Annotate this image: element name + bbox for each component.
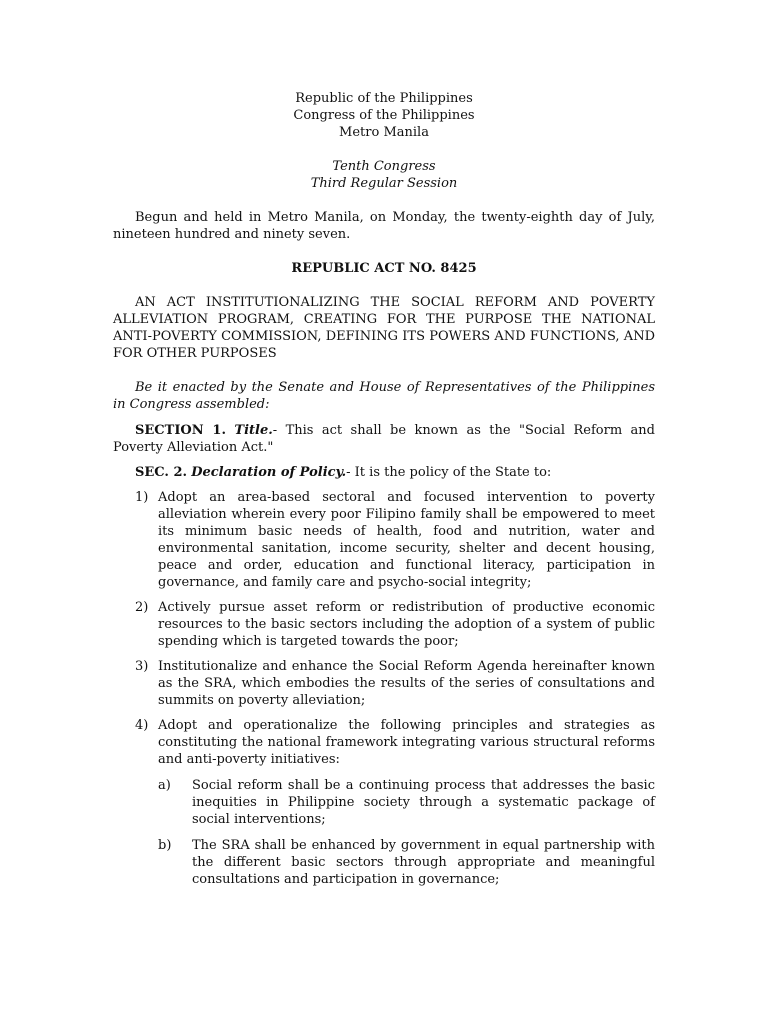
list-item-text: Adopt an area-based sectoral and focused intervention to poverty alleviation wherein every poor Filipino family shall be empowered to meet its minimum basic needs of health, food and nutrition, water and environmental sanitation, income security, shelter and decent housing, peace and order, education and functional literacy, participation in governance, and family care and psycho-social integrity;: [158, 490, 655, 590]
section-2-heading: Declaration of Policy.: [191, 465, 347, 480]
sublist-item: [113, 837, 655, 888]
section-2: [113, 464, 655, 481]
enacting-clause: Be it enacted by the Senate and House of Representatives of the Philippines in Congress assembled:: [113, 380, 655, 412]
act-description: AN ACT INSTITUTIONALIZING THE SOCIAL REFORM AND POVERTY ALLEVIATION PROGRAM, CREATING FOR THE PURPOSE THE NATIONAL ANTI-POVERTY COMMISSION, DEFINING ITS POWERS AND FUNCTIONS, AND FOR OTHER PURPOSES: [113, 295, 655, 361]
sublist-item-text: Social reform shall be a continuing process that addresses the basic inequities in Philippine society through a systematic package of social interventions;: [192, 778, 655, 827]
section-1: [113, 422, 655, 456]
section-1-text: - This act shall be known as the "Social Reform and Poverty Alleviation Act.": [113, 423, 655, 455]
principles-sublist: [113, 777, 655, 888]
act-title: REPUBLIC ACT NO. 8425: [291, 261, 477, 276]
session-number: Third Regular Session: [310, 176, 458, 191]
sublist-item-text: The SRA shall be enhanced by government in equal partnership with the different basic sectors through appropriate and meaningful consultations and participation in governance;: [192, 838, 655, 887]
list-item-number: 2): [135, 600, 149, 615]
sublist-item-letter: b): [158, 838, 172, 853]
section-2-text: - It is the policy of the State to:: [346, 465, 552, 480]
policy-list: [113, 489, 655, 768]
list-item-number: 1): [135, 490, 149, 505]
list-item-text: Adopt and operationalize the following principles and strategies as constituting the national framework integrating various structural reforms and anti-poverty initiatives:: [158, 718, 655, 767]
sublist-item-letter: a): [158, 778, 171, 793]
document-header: [113, 90, 655, 141]
section-1-heading: Title.: [234, 423, 273, 438]
section-2-label: SEC. 2.: [135, 465, 188, 480]
section-1-label: SECTION 1.: [135, 423, 226, 438]
begun-paragraph: Begun and held in Metro Manila, on Monday, the twenty-eighth day of July, nineteen hundred and ninety seven.: [113, 210, 655, 242]
list-item: [113, 658, 655, 709]
header-republic: Republic of the Philippines: [295, 91, 473, 106]
list-item: [113, 599, 655, 650]
list-item: [113, 489, 655, 591]
list-item-number: 3): [135, 659, 149, 674]
list-item-text: Institutionalize and enhance the Social Reform Agenda hereinafter known as the SRA, which embodies the results of the series of consultations and summits on poverty alleviation;: [158, 659, 655, 708]
header-congress: Congress of the Philippines: [293, 108, 475, 123]
list-item-number: 4): [135, 718, 149, 733]
sublist-item: [113, 777, 655, 828]
list-item-text: Actively pursue asset reform or redistribution of productive economic resources to the basic sectors including the adoption of a system of public spending which is targeted towards the poor;: [158, 600, 655, 649]
session-info: [113, 158, 655, 192]
congress-number: Tenth Congress: [332, 159, 436, 174]
header-location: Metro Manila: [339, 125, 429, 140]
list-item: [113, 717, 655, 768]
document-page: [113, 90, 655, 888]
